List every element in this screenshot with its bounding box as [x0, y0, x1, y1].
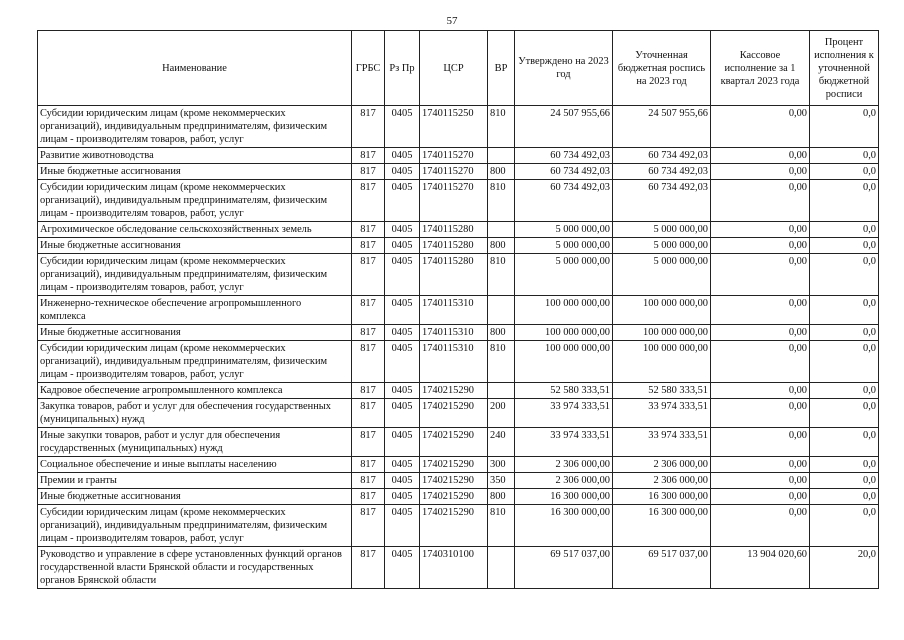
row-approved: 100 000 000,00 [515, 325, 613, 341]
row-rzpr: 0405 [385, 505, 420, 547]
row-refined: 52 580 333,51 [613, 383, 711, 399]
table-row [38, 383, 879, 399]
row-percent: 0,0 [810, 341, 879, 383]
row-grbs: 817 [352, 106, 385, 148]
row-rzpr: 0405 [385, 399, 420, 428]
row-rzpr: 0405 [385, 238, 420, 254]
header-approved: Утверждено на 2023 год [515, 31, 613, 106]
row-vr: 300 [488, 457, 515, 473]
row-cash: 0,00 [711, 222, 810, 238]
row-percent: 0,0 [810, 457, 879, 473]
row-approved: 33 974 333,51 [515, 428, 613, 457]
row-percent: 0,0 [810, 180, 879, 222]
row-refined: 60 734 492,03 [613, 180, 711, 222]
row-approved: 16 300 000,00 [515, 505, 613, 547]
row-rzpr: 0405 [385, 547, 420, 589]
row-rzpr: 0405 [385, 473, 420, 489]
row-name: Премии и гранты [38, 473, 352, 489]
header-csr: ЦСР [420, 31, 488, 106]
row-name: Иные бюджетные ассигнования [38, 238, 352, 254]
table-row [38, 505, 879, 547]
row-csr: 1740115280 [420, 238, 488, 254]
row-vr: 240 [488, 428, 515, 457]
row-percent: 0,0 [810, 296, 879, 325]
row-refined: 69 517 037,00 [613, 547, 711, 589]
row-name: Иные бюджетные ассигнования [38, 164, 352, 180]
row-vr: 350 [488, 473, 515, 489]
row-percent: 0,0 [810, 106, 879, 148]
table-row [38, 164, 879, 180]
row-grbs: 817 [352, 383, 385, 399]
page-number: 57 [446, 15, 458, 27]
row-rzpr: 0405 [385, 296, 420, 325]
row-percent: 0,0 [810, 148, 879, 164]
row-cash: 0,00 [711, 254, 810, 296]
row-approved: 33 974 333,51 [515, 399, 613, 428]
row-cash: 0,00 [711, 428, 810, 457]
row-cash: 0,00 [711, 457, 810, 473]
row-name: Иные закупки товаров, работ и услуг для обеспечения государственных (муниципальных) нужд [38, 428, 352, 457]
row-grbs: 817 [352, 325, 385, 341]
row-vr: 810 [488, 106, 515, 148]
row-percent: 0,0 [810, 505, 879, 547]
table-body [38, 106, 879, 589]
table-row [38, 489, 879, 505]
row-name: Инженерно-техническое обеспечение агропромышленного комплекса [38, 296, 352, 325]
row-percent: 20,0 [810, 547, 879, 589]
row-approved: 5 000 000,00 [515, 222, 613, 238]
row-name: Иные бюджетные ассигнования [38, 489, 352, 505]
row-grbs: 817 [352, 164, 385, 180]
row-percent: 0,0 [810, 399, 879, 428]
row-name: Закупка товаров, работ и услуг для обеспечения государственных (муниципальных) нужд [38, 399, 352, 428]
row-percent: 0,0 [810, 222, 879, 238]
row-name: Агрохимическое обследование сельскохозяйственных земель [38, 222, 352, 238]
row-rzpr: 0405 [385, 341, 420, 383]
row-cash: 13 904 020,60 [711, 547, 810, 589]
table-row [38, 180, 879, 222]
row-approved: 60 734 492,03 [515, 148, 613, 164]
row-csr: 1740115250 [420, 106, 488, 148]
row-grbs: 817 [352, 399, 385, 428]
row-grbs: 817 [352, 489, 385, 505]
row-cash: 0,00 [711, 341, 810, 383]
row-grbs: 817 [352, 238, 385, 254]
row-refined: 24 507 955,66 [613, 106, 711, 148]
row-refined: 5 000 000,00 [613, 222, 711, 238]
row-approved: 100 000 000,00 [515, 341, 613, 383]
row-percent: 0,0 [810, 428, 879, 457]
row-cash: 0,00 [711, 106, 810, 148]
header-grbs: ГРБС [352, 31, 385, 106]
header-rzpr: Рз Пр [385, 31, 420, 106]
row-refined: 100 000 000,00 [613, 325, 711, 341]
row-vr [488, 222, 515, 238]
row-cash: 0,00 [711, 399, 810, 428]
row-cash: 0,00 [711, 238, 810, 254]
row-csr: 1740310100 [420, 547, 488, 589]
header-name: Наименование [38, 31, 352, 106]
row-rzpr: 0405 [385, 457, 420, 473]
row-rzpr: 0405 [385, 428, 420, 457]
row-csr: 1740215290 [420, 383, 488, 399]
row-vr: 800 [488, 238, 515, 254]
header-percent: Процент исполнения к уточненной бюджетной росписи [810, 31, 879, 106]
header-cash: Кассовое исполнение за 1 квартал 2023 года [711, 31, 810, 106]
row-approved: 5 000 000,00 [515, 238, 613, 254]
row-csr: 1740215290 [420, 457, 488, 473]
table-row [38, 473, 879, 489]
row-grbs: 817 [352, 457, 385, 473]
row-percent: 0,0 [810, 238, 879, 254]
row-cash: 0,00 [711, 383, 810, 399]
row-approved: 60 734 492,03 [515, 180, 613, 222]
row-approved: 2 306 000,00 [515, 473, 613, 489]
row-refined: 100 000 000,00 [613, 341, 711, 383]
row-cash: 0,00 [711, 489, 810, 505]
row-rzpr: 0405 [385, 164, 420, 180]
row-rzpr: 0405 [385, 222, 420, 238]
row-csr: 1740115310 [420, 325, 488, 341]
row-percent: 0,0 [810, 325, 879, 341]
row-name: Руководство и управление в сфере установленных функций органов государственной власти Брянской области и государственных органов Брянской области [38, 547, 352, 589]
table-row [38, 341, 879, 383]
row-vr: 800 [488, 489, 515, 505]
row-name: Субсидии юридическим лицам (кроме некоммерческих организаций), индивидуальным предпринимателям, физическим лицам - производителям товаров, работ, услуг [38, 180, 352, 222]
table-row [38, 222, 879, 238]
row-refined: 60 734 492,03 [613, 148, 711, 164]
budget-table [37, 30, 879, 589]
table-row [38, 296, 879, 325]
row-cash: 0,00 [711, 505, 810, 547]
row-percent: 0,0 [810, 254, 879, 296]
row-approved: 16 300 000,00 [515, 489, 613, 505]
row-csr: 1740115280 [420, 254, 488, 296]
row-vr: 810 [488, 180, 515, 222]
row-refined: 60 734 492,03 [613, 164, 711, 180]
row-cash: 0,00 [711, 325, 810, 341]
row-vr: 810 [488, 341, 515, 383]
row-percent: 0,0 [810, 383, 879, 399]
table-row [38, 238, 879, 254]
row-csr: 1740215290 [420, 399, 488, 428]
row-vr [488, 547, 515, 589]
row-percent: 0,0 [810, 473, 879, 489]
row-name: Субсидии юридическим лицам (кроме некоммерческих организаций), индивидуальным предпринимателям, физическим лицам - производителям товаров, работ, услуг [38, 254, 352, 296]
row-grbs: 817 [352, 341, 385, 383]
table-header-row [38, 31, 879, 106]
row-refined: 100 000 000,00 [613, 296, 711, 325]
row-name: Субсидии юридическим лицам (кроме некоммерческих организаций), индивидуальным предпринимателям, физическим лицам - производителям товаров, работ, услуг [38, 505, 352, 547]
row-grbs: 817 [352, 473, 385, 489]
row-rzpr: 0405 [385, 106, 420, 148]
row-vr: 810 [488, 254, 515, 296]
row-approved: 69 517 037,00 [515, 547, 613, 589]
row-refined: 2 306 000,00 [613, 473, 711, 489]
row-rzpr: 0405 [385, 254, 420, 296]
row-percent: 0,0 [810, 489, 879, 505]
row-vr: 810 [488, 505, 515, 547]
row-refined: 16 300 000,00 [613, 489, 711, 505]
row-cash: 0,00 [711, 164, 810, 180]
row-approved: 24 507 955,66 [515, 106, 613, 148]
table-row [38, 457, 879, 473]
table-row [38, 325, 879, 341]
row-grbs: 817 [352, 296, 385, 325]
row-csr: 1740115270 [420, 180, 488, 222]
row-vr [488, 383, 515, 399]
row-grbs: 817 [352, 428, 385, 457]
row-vr [488, 296, 515, 325]
row-csr: 1740215290 [420, 473, 488, 489]
row-refined: 5 000 000,00 [613, 254, 711, 296]
row-percent: 0,0 [810, 164, 879, 180]
row-rzpr: 0405 [385, 325, 420, 341]
row-csr: 1740115310 [420, 341, 488, 383]
row-cash: 0,00 [711, 296, 810, 325]
table-row [38, 547, 879, 589]
row-refined: 5 000 000,00 [613, 238, 711, 254]
row-grbs: 817 [352, 254, 385, 296]
row-approved: 100 000 000,00 [515, 296, 613, 325]
row-refined: 2 306 000,00 [613, 457, 711, 473]
row-csr: 1740215290 [420, 505, 488, 547]
row-grbs: 817 [352, 222, 385, 238]
row-cash: 0,00 [711, 148, 810, 164]
row-rzpr: 0405 [385, 489, 420, 505]
header-vr: ВР [488, 31, 515, 106]
row-csr: 1740115280 [420, 222, 488, 238]
row-name: Субсидии юридическим лицам (кроме некоммерческих организаций), индивидуальным предпринимателям, физическим лицам - производителям товаров, работ, услуг [38, 106, 352, 148]
row-rzpr: 0405 [385, 148, 420, 164]
row-name: Кадровое обеспечение агропромышленного комплекса [38, 383, 352, 399]
row-name: Социальное обеспечение и иные выплаты населению [38, 457, 352, 473]
row-name: Иные бюджетные ассигнования [38, 325, 352, 341]
row-vr: 800 [488, 164, 515, 180]
row-approved: 5 000 000,00 [515, 254, 613, 296]
row-rzpr: 0405 [385, 180, 420, 222]
row-grbs: 817 [352, 148, 385, 164]
row-name: Субсидии юридическим лицам (кроме некоммерческих организаций), индивидуальным предпринимателям, физическим лицам - производителям товаров, работ, услуг [38, 341, 352, 383]
header-refined: Уточненная бюджетная роспись на 2023 год [613, 31, 711, 106]
row-approved: 60 734 492,03 [515, 164, 613, 180]
table-row [38, 254, 879, 296]
row-csr: 1740215290 [420, 489, 488, 505]
row-refined: 16 300 000,00 [613, 505, 711, 547]
table-row [38, 428, 879, 457]
row-csr: 1740115270 [420, 164, 488, 180]
row-vr: 800 [488, 325, 515, 341]
row-cash: 0,00 [711, 473, 810, 489]
row-cash: 0,00 [711, 180, 810, 222]
row-name: Развитие животноводства [38, 148, 352, 164]
row-vr [488, 148, 515, 164]
table-row [38, 106, 879, 148]
row-grbs: 817 [352, 180, 385, 222]
row-csr: 1740115270 [420, 148, 488, 164]
row-csr: 1740115310 [420, 296, 488, 325]
row-grbs: 817 [352, 547, 385, 589]
row-approved: 52 580 333,51 [515, 383, 613, 399]
table-row [38, 148, 879, 164]
row-vr: 200 [488, 399, 515, 428]
row-refined: 33 974 333,51 [613, 399, 711, 428]
row-rzpr: 0405 [385, 383, 420, 399]
row-csr: 1740215290 [420, 428, 488, 457]
row-grbs: 817 [352, 505, 385, 547]
row-approved: 2 306 000,00 [515, 457, 613, 473]
table-row [38, 399, 879, 428]
row-refined: 33 974 333,51 [613, 428, 711, 457]
